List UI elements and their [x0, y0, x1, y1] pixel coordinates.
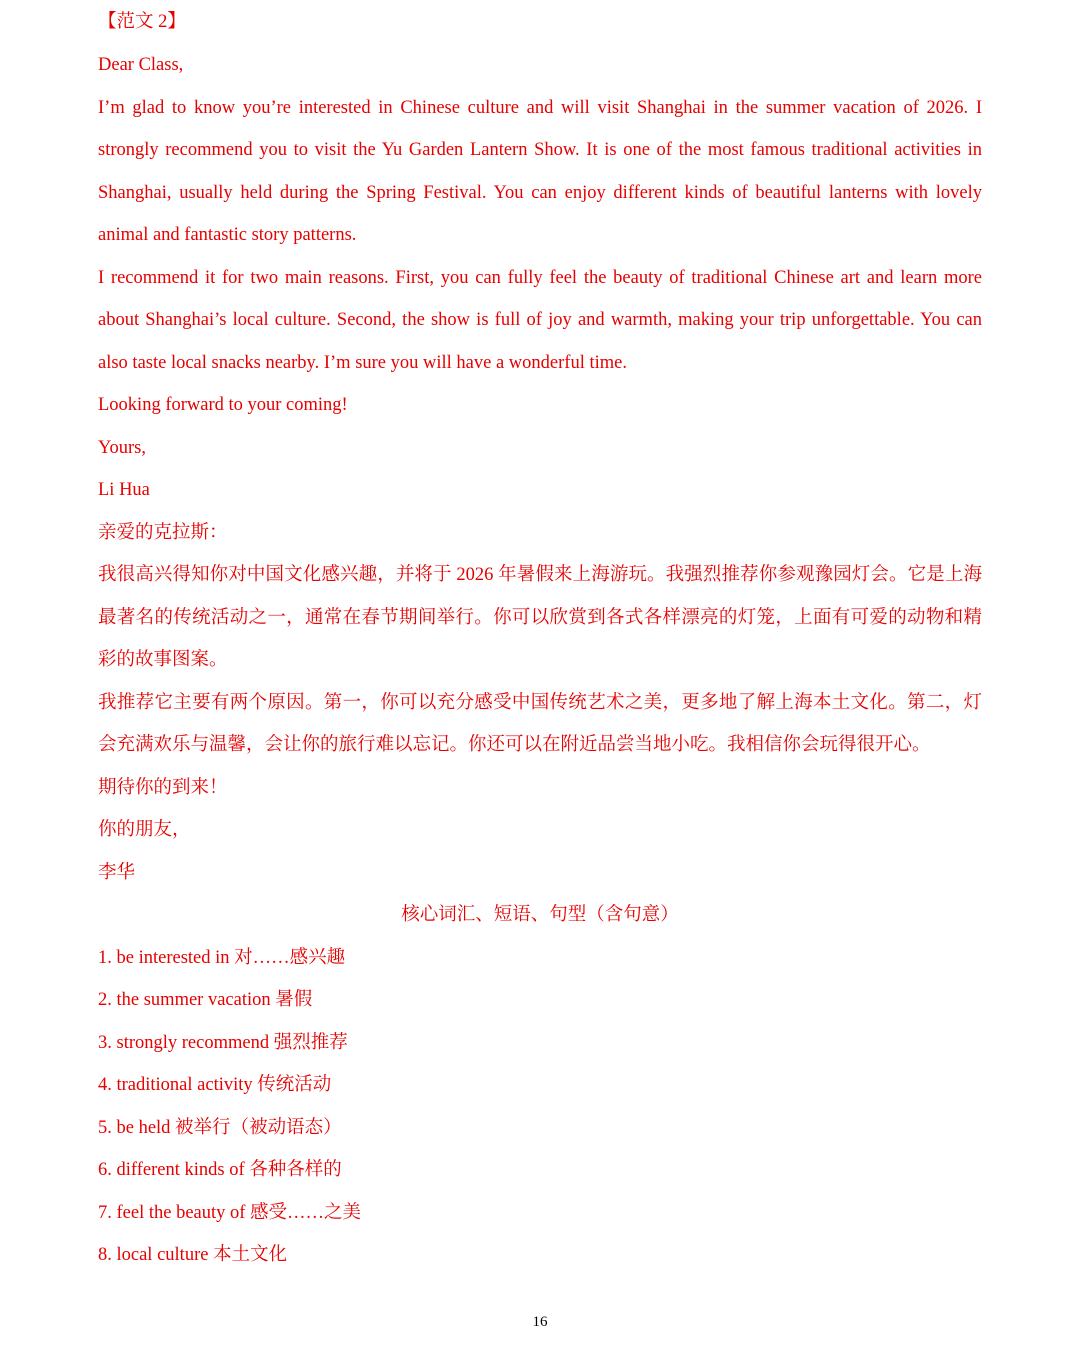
vocab-item: 4. traditional activity 传统活动: [98, 1075, 332, 1095]
letter-zh-closing: 期待你的到来！: [98, 777, 228, 798]
letter-zh-signoff: 你的朋友，: [98, 820, 191, 840]
vocab-item: 5. be held 被举行（被动语态）: [98, 1117, 342, 1138]
document-page: [98, 0, 982, 1277]
letter-en-signoff: Yours,: [98, 437, 146, 458]
letter-zh-name: 李华: [98, 862, 136, 883]
letter-en-paragraph-1: I’m glad to know you’re interested in Chinese culture and will visit Shanghai in the summer vacation of 2026. I strongly recommend you to visit the Yu Garden Lantern Show. It is one of the most famous traditional activities in Shanghai, usually held during the Spring Festival. You can enjoy different kinds of beautiful lanterns with lovely animal and fantastic story patterns.: [98, 97, 982, 245]
letter-en-name: Li Hua: [98, 480, 150, 500]
page-number: 16: [532, 1314, 548, 1330]
letter-zh-paragraph-1: 我很高兴得知你对中国文化感兴趣，并将于 2026 年暑假来上海游玩。我强烈推荐你参观豫园灯会。它是上海最著名的传统活动之一，通常在春节期间举行。你可以欣赏到各式各样漂亮的灯笼，上面有可爱的动物和精彩的故事图案。: [98, 565, 982, 670]
letter-en-closing: Looking forward to your coming!: [98, 395, 348, 415]
letter-zh-paragraph-2: 我推荐它主要有两个原因。第一，你可以充分感受中国传统艺术之美，更多地了解上海本土文化。第二，灯会充满欢乐与温馨，会让你的旅行难以忘记。你还可以在附近品尝当地小吃。我相信你会玩得很开心。: [98, 692, 982, 755]
vocab-item: 7. feel the beauty of 感受……之美: [98, 1202, 362, 1223]
vocab-title: 核心词汇、短语、句型（含句意）: [401, 905, 679, 925]
section-heading: 【范文 2】: [98, 12, 186, 32]
vocab-item: 2. the summer vacation 暑假: [98, 990, 313, 1010]
letter-en-paragraph-2: I recommend it for two main reasons. First, you can fully feel the beauty of traditional Chinese art and learn more about Shanghai’s local culture. Second, the show is full of joy and warmth, making your trip unforgettable. You can also taste local snacks nearby. I’m sure you will have a wonderful time.: [98, 267, 982, 373]
letter-en-greeting: Dear Class,: [98, 55, 184, 75]
vocab-list: [98, 937, 982, 1277]
vocab-item: 8. local culture 本土文化: [98, 1245, 288, 1265]
vocab-item: 3. strongly recommend 强烈推荐: [98, 1032, 348, 1053]
vocab-item: 6. different kinds of 各种各样的: [98, 1160, 342, 1180]
vocab-item: 1. be interested in 对……感兴趣: [98, 947, 346, 968]
letter-zh-greeting: 亲爱的克拉斯：: [98, 522, 228, 543]
